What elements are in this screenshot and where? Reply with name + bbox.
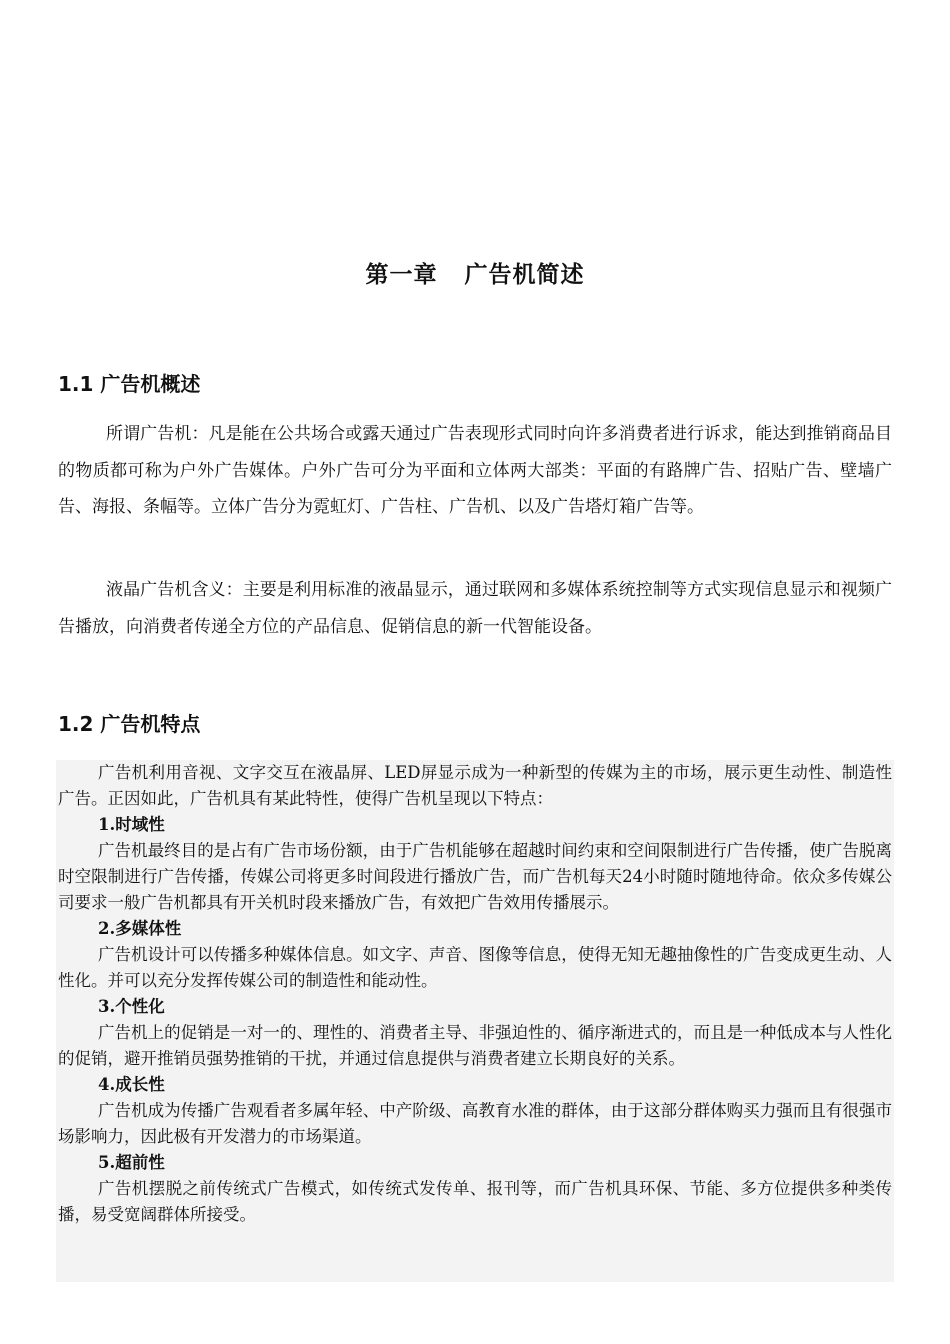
feature-title-growth: 4.成长性 bbox=[98, 1075, 165, 1094]
overview-paragraph: 所谓广告机：凡是能在公共场合或露天通过广告表现形式同时向许多消费者进行诉求，能达到推销商品目的物质都可称为户外广告媒体。户外广告可分为平面和立体两大部类：平面的有路牌广告、招贴广告、壁墙广告、海报、条幅等。立体广告分为霓虹灯、广告柱、广告机、以及广告塔灯箱广告等。 bbox=[58, 424, 892, 517]
feature-title-multimedia: 2.多媒体性 bbox=[98, 919, 182, 938]
lcd-definition-paragraph: 液晶广告机含义：主要是利用标准的液晶显示，通过联网和多媒体系统控制等方式实现信息显示和视频广告播放，向消费者传递全方位的产品信息、促销信息的新一代智能设备。 bbox=[58, 580, 892, 637]
feature-title-time: 1.时域性 bbox=[98, 815, 165, 834]
section-heading-1-2: 1.2 广告机特点 bbox=[58, 712, 201, 736]
feature-text-multimedia: 广告机设计可以传播多种媒体信息。如文字、声音、图像等信息，使得无知无趣抽像性的广告变成更生动、人性化。并可以充分发挥传媒公司的制造性和能动性。 bbox=[58, 945, 892, 990]
feature-text-advanced: 广告机摆脱之前传统式广告模式，如传统式发传单、报刊等，而广告机具环保、节能、多方位提供多种类传播，易受宽阔群体所接受。 bbox=[58, 1179, 892, 1224]
features-box bbox=[56, 760, 894, 1282]
feature-text-growth: 广告机成为传播广告观看者多属年轻、中产阶级、高教育水准的群体，由于这部分群体购买力强而且有很强市场影响力，因此极有开发潜力的市场渠道。 bbox=[58, 1101, 892, 1146]
features-content bbox=[58, 760, 892, 1228]
feature-title-personalized: 3.个性化 bbox=[98, 997, 165, 1016]
feature-title-advanced: 5.超前性 bbox=[98, 1153, 165, 1172]
feature-text-time: 广告机最终目的是占有广告市场份额，由于广告机能够在超越时间约束和空间限制进行广告传播，使广告脱离时空限制进行广告传播，传媒公司将更多时间段进行播放广告，而广告机每天24小时随时随地待命。依众多传媒公司要求一般广告机都具有开关机时段来播放广告，有效把广告效用传播展示。 bbox=[58, 841, 892, 912]
feature-text-personalized: 广告机上的促销是一对一的、理性的、消费者主导、非强迫性的、循序渐进式的，而且是一种低成本与人性化的促销，避开推销员强势推销的干扰，并通过信息提供与消费者建立长期良好的关系。 bbox=[58, 1023, 892, 1068]
chapter-title: 第一章 广告机简述 bbox=[365, 262, 585, 288]
features-intro: 广告机利用音视、文字交互在液晶屏、LED屏显示成为一种新型的传媒为主的市场，展示更生动性、制造性广告。正因如此，广告机具有某此特性，使得广告机呈现以下特点： bbox=[58, 763, 892, 808]
section-heading-1-1: 1.1 广告机概述 bbox=[58, 372, 201, 396]
